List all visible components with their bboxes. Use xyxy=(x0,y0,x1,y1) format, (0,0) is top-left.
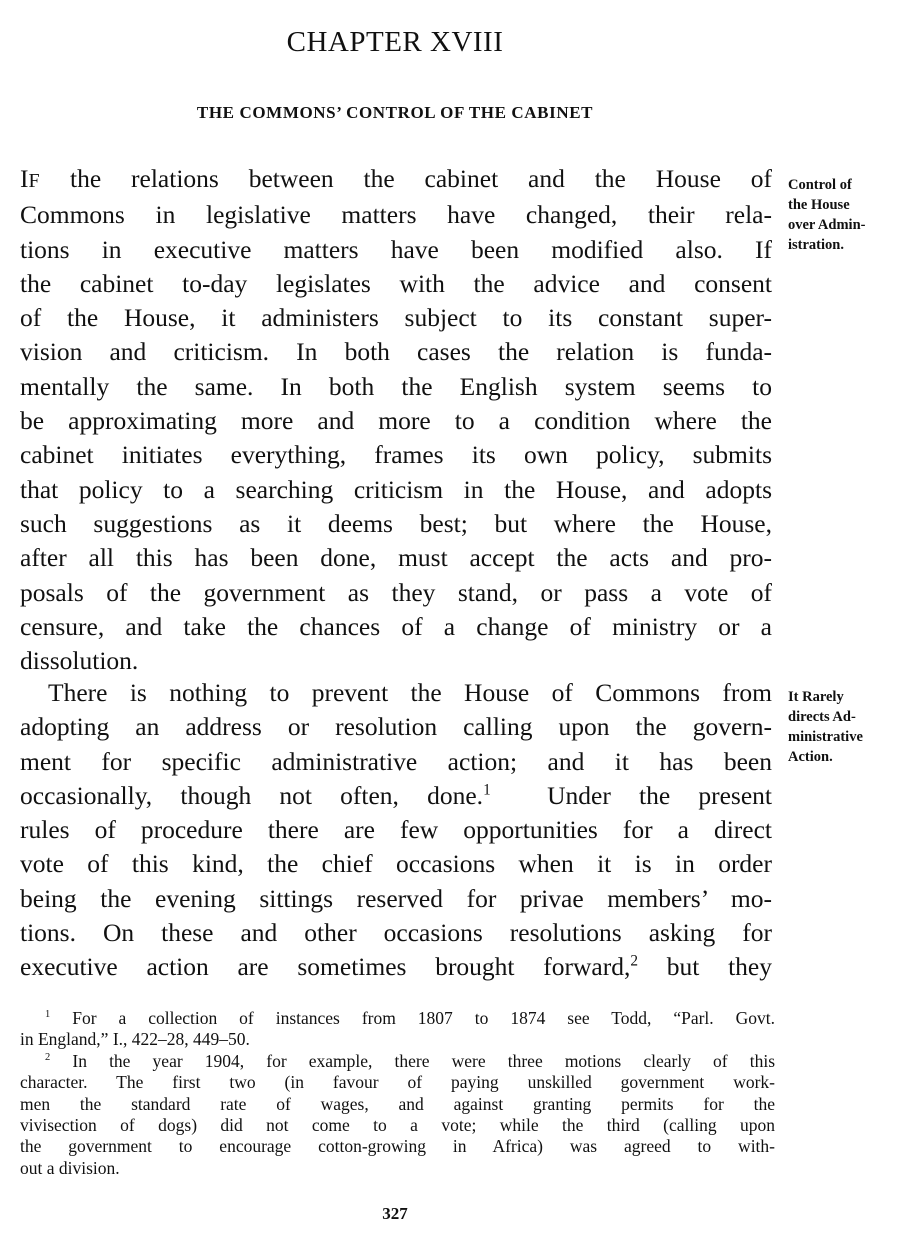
footnote-line: In the year 1904, for example, there were three motions clearly of this xyxy=(72,1050,776,1071)
paragraph-line: the cabinet to-day legislates with the advice and consent xyxy=(20,268,772,298)
paragraph-line xyxy=(20,950,772,984)
footnote-marker: 2 xyxy=(45,1051,51,1063)
paragraph-line: tions in executive matters have been modified also. If xyxy=(20,234,772,264)
footnote-line: vivisection of dogs) did not come to a vote; while the third (calling upon xyxy=(20,1115,775,1136)
paragraph-line: mentally the same. In both the English system seems to xyxy=(20,371,772,401)
marginal-note-line: It Rarely xyxy=(788,689,844,705)
footnote-line: the government to encourage cotton-growing in Africa) was agreed to with- xyxy=(20,1136,775,1157)
paragraph-line: after all this has been done, must accept the acts and pro- xyxy=(20,543,772,573)
paragraph-line: be approximating more and more to a condition where the xyxy=(20,406,772,436)
dropcap-letter: I xyxy=(20,164,29,193)
paragraph-line: being the evening sittings reserved for privae members’ mo- xyxy=(20,883,772,913)
marginal-note-line: Control of xyxy=(788,177,852,193)
footnote-2 xyxy=(20,1051,775,1072)
dropcap-small-caps: F xyxy=(28,170,41,192)
paragraph-line: vision and criticism. In both cases the relation is funda- xyxy=(20,337,772,367)
paragraph-line-text: executive action are sometimes brought forward, xyxy=(20,952,631,982)
footnote-line: in England,” I., 422–28, 449–50. xyxy=(20,1029,250,1050)
paragraph-2 xyxy=(20,676,772,985)
paragraph-line-tail: Under the present xyxy=(547,780,773,810)
paragraph-line: adopting an address or resolution calling upon the govern- xyxy=(20,712,772,742)
paragraph-line: There is nothing to prevent the House of Commons from xyxy=(48,678,772,707)
paragraph-line: such suggestions as it deems best; but where the House, xyxy=(20,508,772,538)
paragraph-line: censure, and take the chances of a change of ministry or a xyxy=(20,611,772,641)
paragraph-line-text: the relations between the cabinet and the House of xyxy=(70,164,773,193)
paragraph-line xyxy=(20,779,772,813)
footnote-line: men the standard rate of wages, and against granting permits for the xyxy=(20,1093,775,1114)
paragraph-line-tail: but they xyxy=(666,952,773,982)
footnote-ref-2[interactable]: 2 xyxy=(630,952,639,970)
chapter-heading: CHAPTER XVIII xyxy=(286,26,504,58)
paragraph-line: that policy to a searching criticism in the House, and adopts xyxy=(20,474,772,504)
paragraph-line: Commons in legislative matters have changed, their rela- xyxy=(20,200,772,230)
marginal-note-line: istration. xyxy=(788,237,844,253)
paragraph-line xyxy=(20,162,772,198)
paragraph-line: dissolution. xyxy=(20,646,139,676)
paragraph-line: tions. On these and other occasions resolutions asking for xyxy=(20,918,772,948)
footnote-line: character. The first two (in favour of paying unskilled government work- xyxy=(20,1072,775,1093)
marginal-note-line: directs Ad- xyxy=(788,709,856,725)
paragraph-line: posals of the government as they stand, or pass a vote of xyxy=(20,577,772,607)
paragraph-line-text: occasionally, though not often, done. xyxy=(20,780,484,810)
paragraph-line: rules of procedure there are few opportunities for a direct xyxy=(20,815,772,845)
marginal-note-line: Action. xyxy=(788,749,833,765)
paragraph-line: ment for specific administrative action; and it has been xyxy=(20,746,772,776)
paragraph-line: cabinet initiates everything, frames its own policy, submits xyxy=(20,440,772,470)
marginal-note-2 xyxy=(788,687,918,767)
paragraph-line: vote of this kind, the chief occasions when it is in order xyxy=(20,849,772,879)
marginal-note-line: the House xyxy=(788,197,850,213)
marginal-note-line: over Admin- xyxy=(788,217,866,233)
chapter-subtitle: THE COMMONS’ CONTROL OF THE CABINET xyxy=(196,103,594,122)
footnote-line: out a division. xyxy=(20,1157,120,1178)
paragraph-1 xyxy=(20,162,772,678)
footnote-1 xyxy=(20,1008,775,1029)
marginal-note-line: ministrative xyxy=(788,729,863,745)
footnote-ref-1[interactable]: 1 xyxy=(483,781,491,799)
page-number: 327 xyxy=(382,1204,408,1223)
marginal-note-1 xyxy=(788,175,918,255)
footnotes xyxy=(20,1008,775,1179)
paragraph-line: of the House, it administers subject to its constant super- xyxy=(20,303,772,333)
footnote-marker: 1 xyxy=(45,1009,51,1021)
footnote-line: For a collection of instances from 1807 to 1874 see Todd, “Parl. Govt. xyxy=(72,1008,776,1028)
